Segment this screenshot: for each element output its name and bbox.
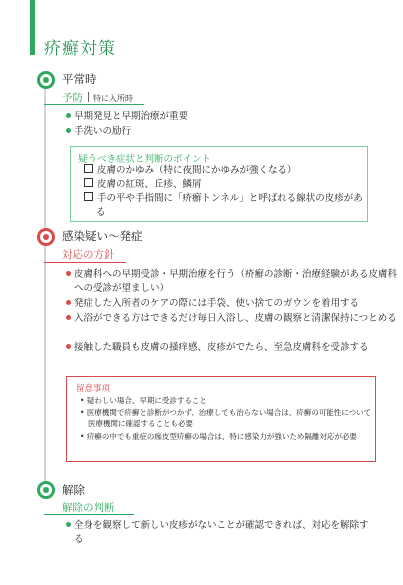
phase-release-label: 解除 — [62, 483, 85, 497]
sublabel-divider — [88, 92, 89, 102]
list-item: 接触した職員も皮膚の掻痒感、皮疹がでたら、至急皮膚科を受診する — [66, 341, 399, 355]
phase-normal-node — [37, 71, 55, 89]
list-item: 全身を観察して新しい皮疹がないことが確認できれば、対応を解除する — [66, 519, 374, 547]
list-item: 皮膚科への早期受診・早期治療を行う（疥癬の診断・治療経験がある皮膚科への受診が望ましい） — [66, 268, 399, 296]
phase-release-sublabel: 解除の判断 — [62, 502, 115, 514]
symptom-box-title: 疑うべき症状と判断のポイント — [78, 154, 212, 165]
phase-suspect-label: 感染疑い〜発症 — [62, 229, 143, 243]
list-item: 発症した入所者のケアの際には手袋、使い捨てのガウンを着用する — [66, 297, 399, 311]
checklist-item: 皮膚の紅斑、丘疹、鱗屑 — [84, 178, 396, 192]
phase-suspect-underline — [44, 262, 126, 263]
phase-normal-underline — [44, 104, 144, 105]
phase-suspect-sublabel: 対応の方針 — [62, 249, 115, 261]
phase-normal-subnote: 特に入所時 — [93, 94, 133, 103]
title-accent-bar — [30, 0, 35, 55]
phase-release-node — [37, 481, 55, 499]
checklist-item: 手の平や手指間に「疥癬トンネル」と呼ばれる線状の皮疹がある — [84, 192, 371, 220]
caution-box-title: 留意事項 — [76, 384, 111, 394]
phase-normal-label: 平常時 — [62, 72, 97, 86]
phase-normal-sublabel: 予防 — [62, 92, 83, 104]
caution-item: • 医療機関で疥癬と診断がつかず、治療しても治らない場合は、疥癬の可能性について医療機関に確認することも必要 — [80, 408, 372, 428]
phase-suspect-node — [37, 228, 55, 246]
page-title: 疥癬対策 — [44, 39, 116, 59]
timeline-line — [44, 79, 46, 491]
checkbox-icon — [84, 164, 93, 173]
list-item: 入浴ができる方はできるだけ毎日入浴し、皮膚の観察と清潔保持につとめる — [66, 312, 399, 326]
list-item: 手洗いの励行 — [66, 125, 399, 139]
caution-item: • 疑わしい場合、早期に受診すること — [80, 396, 207, 405]
checklist-item: 皮膚のかゆみ（特に夜間にかゆみが強くなる） — [84, 164, 396, 178]
caution-item: • 疥癬の中でも重症の痂皮型疥癬の場合は、特に感染力が強いため隔離対応が必要 — [80, 432, 357, 441]
checkbox-icon — [84, 178, 93, 187]
checkbox-icon — [84, 192, 93, 201]
list-item: 早期発見と早期治療が重要 — [66, 110, 399, 124]
